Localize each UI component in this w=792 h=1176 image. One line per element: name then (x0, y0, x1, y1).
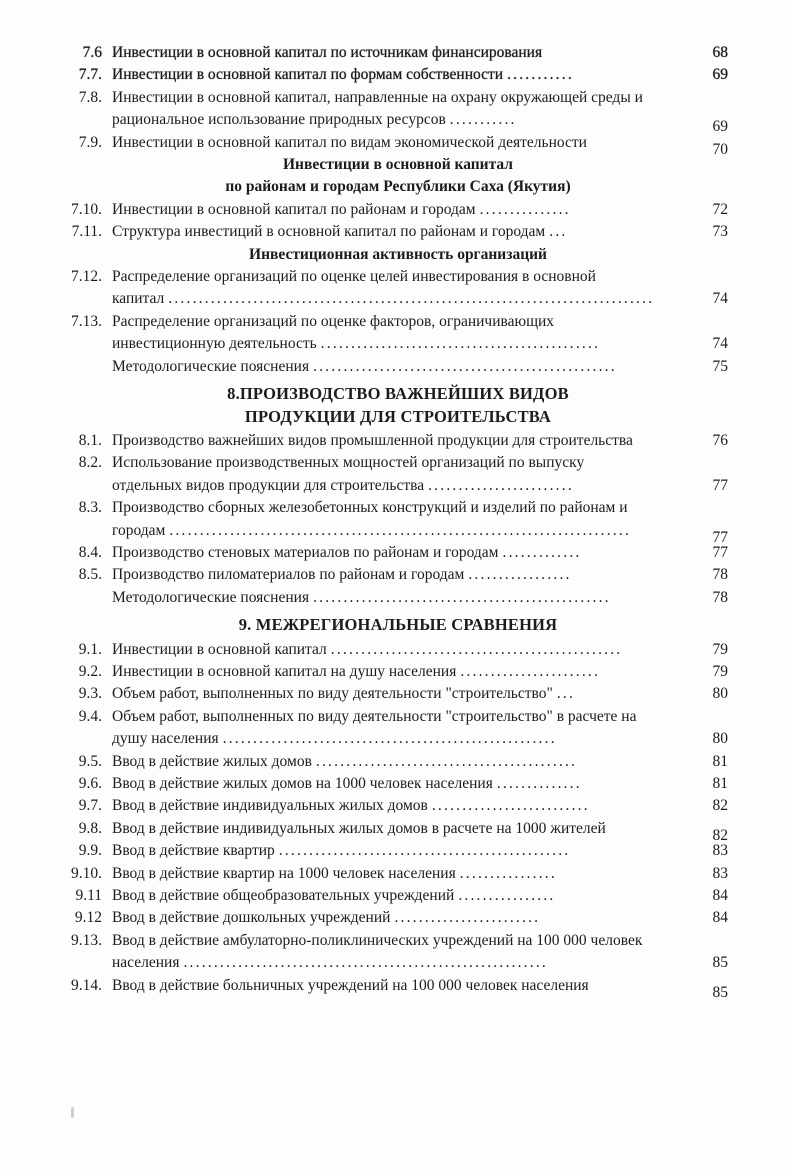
entry-line-text: Ввод в действие квартир на 1000 человек населения (112, 864, 456, 882)
entry-line (112, 840, 692, 862)
toc-entry (68, 87, 728, 136)
page-number: 77 (712, 528, 728, 546)
entry-number: 9.7. (78, 797, 102, 815)
entry-line-text: Инвестиции в основной капитал на душу населения (112, 662, 457, 680)
entry-number: 9.2. (78, 662, 102, 680)
entry-title (112, 907, 692, 929)
entry-title (112, 42, 692, 64)
entry-line-text: Распределение организаций по оценке целей инвестирования в основной (112, 268, 596, 286)
entry-number: 7.13. (71, 312, 102, 330)
entry-line-text: городам (112, 521, 166, 539)
entry-line (112, 683, 692, 705)
entry-line-text: Ввод в действие жилых домов на 1000 человек населения (112, 775, 493, 792)
entry-line (112, 751, 692, 773)
entry-line (112, 356, 692, 378)
entry-line (112, 639, 692, 661)
entry-number: 9.8. (78, 819, 102, 837)
entry-line (112, 311, 692, 333)
page-number: 78 (712, 566, 728, 584)
entry-line-text: отдельных видов продукции для строительства (112, 476, 425, 494)
entry-line (112, 64, 692, 86)
dot-leader: ................................................................................ (168, 290, 655, 308)
toc-entry (68, 885, 728, 907)
entry-title (112, 773, 692, 795)
entry-line-text: рациональное использование природных ресурсов (112, 111, 446, 129)
entry-line (112, 333, 692, 355)
dot-leader: ................................................ (278, 842, 571, 860)
dot-leader: ................................................ (330, 640, 623, 658)
entry-title (112, 221, 692, 243)
toc-list (68, 42, 728, 1001)
toc-entry (68, 266, 728, 311)
entry-line (112, 975, 692, 997)
page-number: 73 (712, 223, 728, 241)
entry-line (112, 661, 692, 683)
dot-leader: .............................................. (320, 335, 601, 353)
entry-number: 9.11 (75, 887, 102, 905)
entry-line-text: Инвестиции в основной капитал (112, 640, 327, 658)
heading-line: по районам и городам Республики Саха (Якутия) (225, 178, 571, 196)
page-number: 77 (712, 543, 728, 561)
entry-title (112, 840, 692, 862)
toc-entry (68, 683, 728, 705)
entry-line-text: Ввод в действие дошкольных учреждений (112, 909, 391, 927)
toc-entry (68, 795, 728, 817)
entry-line-text: Ввод в действие квартир (112, 842, 275, 860)
toc-entry (68, 430, 728, 452)
entry-line (112, 288, 692, 310)
heading-line: 8.ПРОИЗВОДСТВО ВАЖНЕЙШИХ ВИДОВ (227, 384, 569, 404)
entry-number: 9.6. (78, 775, 102, 792)
group-heading (68, 244, 728, 266)
toc-entry (68, 661, 728, 683)
toc-entry (68, 639, 728, 661)
entry-title (112, 683, 692, 705)
entry-title (112, 661, 692, 683)
entry-number: 9.4. (78, 707, 102, 725)
entry-title (112, 587, 692, 609)
page-number: 85 (712, 983, 728, 1001)
page-number: 75 (712, 357, 728, 375)
toc-entry (68, 564, 728, 586)
entry-number: 7.10. (71, 200, 102, 218)
dot-leader: ... (556, 685, 576, 703)
toc-entry (68, 587, 728, 609)
entry-title (112, 430, 692, 452)
entry-line-text: Ввод в действие амбулаторно-поликлинических учреждений на 100 000 человек (112, 931, 643, 949)
toc-entry (68, 706, 728, 751)
entry-title (112, 132, 692, 154)
entry-number: 9.1. (78, 640, 102, 658)
entry-title (112, 639, 692, 661)
entry-title (112, 497, 692, 542)
page-number: 69 (712, 66, 728, 84)
entry-line (112, 930, 692, 952)
entry-line-text: населения (112, 954, 180, 972)
entry-line-text: Структура инвестиций в основной капитал по районам и городам (112, 223, 546, 241)
entry-line-text: Производство пиломатериалов по районам и городам (112, 566, 465, 584)
page-number: 69 (712, 118, 728, 136)
entry-number: 9.14. (71, 976, 102, 994)
entry-line-text: Производство сборных железобетонных конструкций и изделий по районам и (112, 499, 628, 517)
entry-number: 9.10. (71, 864, 102, 882)
entry-line-text: Методологические пояснения (112, 357, 310, 375)
dot-leader: ................ (459, 864, 557, 882)
toc-entry (68, 199, 728, 221)
page-number: 80 (712, 685, 728, 703)
entry-line (112, 452, 692, 474)
entry-title (112, 356, 692, 378)
toc-entry (68, 356, 728, 378)
dot-leader: .............. (496, 775, 582, 792)
entry-line (112, 885, 692, 907)
entry-number: 7.11. (71, 223, 102, 241)
page-number: 82 (712, 826, 728, 844)
dot-leader: ............................................................................ (169, 521, 632, 539)
page-number: 70 (712, 140, 728, 158)
entry-title (112, 795, 692, 817)
toc-entry (68, 863, 728, 885)
entry-line (112, 221, 692, 243)
entry-number: 7.12. (71, 268, 102, 286)
entry-number: 8.3. (78, 499, 102, 517)
entry-line-text: Инвестиции в основной капитал по формам собственности (112, 66, 504, 84)
entry-number: 7.8. (78, 88, 102, 106)
dot-leader: ................. (468, 566, 572, 584)
entry-line-text: Производство важнейших видов промышленной продукции для строительства (112, 431, 633, 449)
page-number: 83 (712, 864, 728, 882)
entry-line (112, 907, 692, 929)
entry-line (112, 132, 692, 154)
toc-entry (68, 132, 728, 158)
entry-title (112, 751, 692, 773)
entry-title (112, 199, 692, 221)
entry-line (112, 587, 692, 609)
entry-title (112, 564, 692, 586)
section-heading (68, 614, 728, 636)
toc-entry (68, 930, 728, 975)
entry-line-text: Производство стеновых материалов по районам и городам (112, 543, 499, 561)
entry-title (112, 885, 692, 907)
dot-leader: ................................................. (313, 588, 611, 606)
entry-line (112, 542, 692, 564)
entry-line-text: душу населения (112, 730, 219, 748)
page-number: 72 (712, 200, 728, 218)
page-number: 84 (712, 909, 728, 927)
toc-entry (68, 773, 728, 795)
dot-leader: ........... (449, 111, 517, 129)
entry-line (112, 87, 692, 109)
entry-line-text: Инвестиции в основной капитал по источникам финансирования (112, 44, 543, 61)
dot-leader: ....................... (460, 662, 601, 680)
section-heading (68, 383, 728, 428)
entry-number: 7.9. (78, 133, 102, 151)
page-number: 79 (712, 640, 728, 658)
entry-line-text: Инвестиции в основной капитал по видам экономической деятельности (112, 133, 587, 151)
entry-title (112, 706, 692, 751)
toc-entry (68, 221, 728, 243)
dot-leader: ............... (479, 200, 571, 218)
dot-leader: .................................................. (313, 357, 617, 375)
entry-line (112, 773, 692, 795)
toc-entry (68, 840, 728, 862)
entry-line (112, 430, 692, 452)
entry-title (112, 311, 692, 356)
entry-title (112, 930, 692, 975)
entry-line (112, 42, 692, 64)
dot-leader: ........................ (394, 909, 541, 927)
entry-line (112, 520, 692, 542)
entry-line-text: Объем работ, выполненных по виду деятельности "строительство" в расчете на (112, 707, 637, 725)
heading-line: ПРОДУКЦИИ ДЛЯ СТРОИТЕЛЬСТВА (244, 406, 552, 426)
dot-leader: ........................ (428, 476, 574, 494)
entry-line (112, 266, 692, 288)
toc-entry (68, 818, 728, 844)
toc-entry (68, 311, 728, 356)
entry-line (112, 706, 692, 728)
toc-entry (68, 64, 728, 86)
page-number: 77 (712, 476, 728, 494)
page-number: 84 (712, 887, 728, 905)
entry-line-text: Ввод в действие индивидуальных жилых домов (112, 797, 428, 815)
entry-line-text: инвестиционную деятельность (112, 335, 317, 353)
entry-line (112, 952, 692, 974)
entry-line-text: Использование производственных мощностей организаций по выпуску (112, 454, 585, 472)
heading-line: Инвестиционная активность организаций (249, 245, 547, 263)
toc-entry (68, 907, 728, 929)
entry-number: 9.3. (78, 685, 102, 703)
dot-leader: ... (549, 223, 568, 241)
entry-line-text: Распределение организаций по оценке факторов, ограничивающих (112, 312, 555, 330)
entry-line-text: Ввод в действие жилых домов (112, 752, 312, 770)
entry-line-text: Методологические пояснения (112, 588, 310, 606)
dot-leader: ............. (502, 543, 582, 561)
page-number: 81 (712, 775, 728, 792)
page-number: 82 (712, 797, 728, 815)
entry-title (112, 542, 692, 564)
entry-title (112, 863, 692, 885)
entry-title (112, 266, 692, 311)
toc-entry (68, 42, 728, 64)
entry-number: 8.1. (78, 431, 102, 449)
entry-number: 9.12 (74, 909, 102, 927)
entry-number: 9.9. (78, 842, 102, 860)
page-number: 80 (712, 730, 728, 748)
entry-title (112, 87, 692, 132)
entry-line (112, 199, 692, 221)
dot-leader: ................ (458, 887, 556, 905)
dot-leader: ....................................................... (222, 730, 557, 748)
entry-number: 7.7. (78, 66, 102, 84)
entry-number: 9.5. (78, 752, 102, 770)
toc-entry (68, 542, 728, 564)
entry-line-text: капитал (112, 290, 165, 308)
heading-line: Инвестиции в основной капитал (282, 156, 514, 174)
entry-line-text: Объем работ, выполненных по виду деятельности "строительство" (112, 685, 553, 703)
page-number: 85 (712, 954, 728, 972)
entry-line-text: Инвестиции в основной капитал, направленные на охрану окружающей среды и (112, 88, 643, 106)
entry-line (112, 109, 692, 131)
page-number: 74 (712, 335, 728, 353)
scan-speck-artifact (71, 1107, 74, 1118)
entry-line-text: Ввод в действие общеобразовательных учреждений (112, 887, 455, 905)
dot-leader: .......................... (431, 797, 590, 815)
entry-number: 7.6 (82, 44, 102, 61)
toc-entry (68, 975, 728, 1001)
entry-title (112, 64, 692, 86)
dot-leader: ........... (507, 66, 574, 84)
entry-number: 9.13. (71, 931, 102, 949)
entry-number: 8.4. (78, 543, 102, 561)
group-heading (68, 154, 728, 199)
entry-title (112, 818, 692, 840)
entry-line-text: Инвестиции в основной капитал по районам и городам (112, 200, 476, 218)
toc-entry (68, 751, 728, 773)
entry-line (112, 863, 692, 885)
entry-line (112, 795, 692, 817)
entry-title (112, 975, 692, 997)
entry-number: 8.5. (78, 566, 102, 584)
entry-line-text: Ввод в действие больничных учреждений на 100 000 человек населения (112, 976, 589, 994)
entry-line (112, 818, 692, 840)
toc-entry (68, 497, 728, 546)
entry-line (112, 728, 692, 750)
heading-line: 9. МЕЖРЕГИОНАЛЬНЫЕ СРАВНЕНИЯ (238, 615, 558, 635)
dot-leader: ........................................... (315, 752, 578, 770)
entry-line (112, 564, 692, 586)
page-number: 79 (712, 662, 728, 680)
page-number: 68 (712, 44, 728, 61)
page-number: 81 (712, 752, 728, 770)
dot-leader: ............................................................ (183, 954, 548, 972)
page-number: 76 (712, 431, 728, 449)
entry-number: 8.2. (78, 454, 102, 472)
entry-line (112, 475, 692, 497)
entry-line-text: Ввод в действие индивидуальных жилых домов в расчете на 1000 жителей (112, 819, 606, 837)
toc-entry (68, 452, 728, 497)
page-number: 83 (712, 842, 728, 860)
entry-title (112, 452, 692, 497)
page-number: 78 (712, 588, 728, 606)
entry-line (112, 497, 692, 519)
page-number: 74 (712, 290, 728, 308)
